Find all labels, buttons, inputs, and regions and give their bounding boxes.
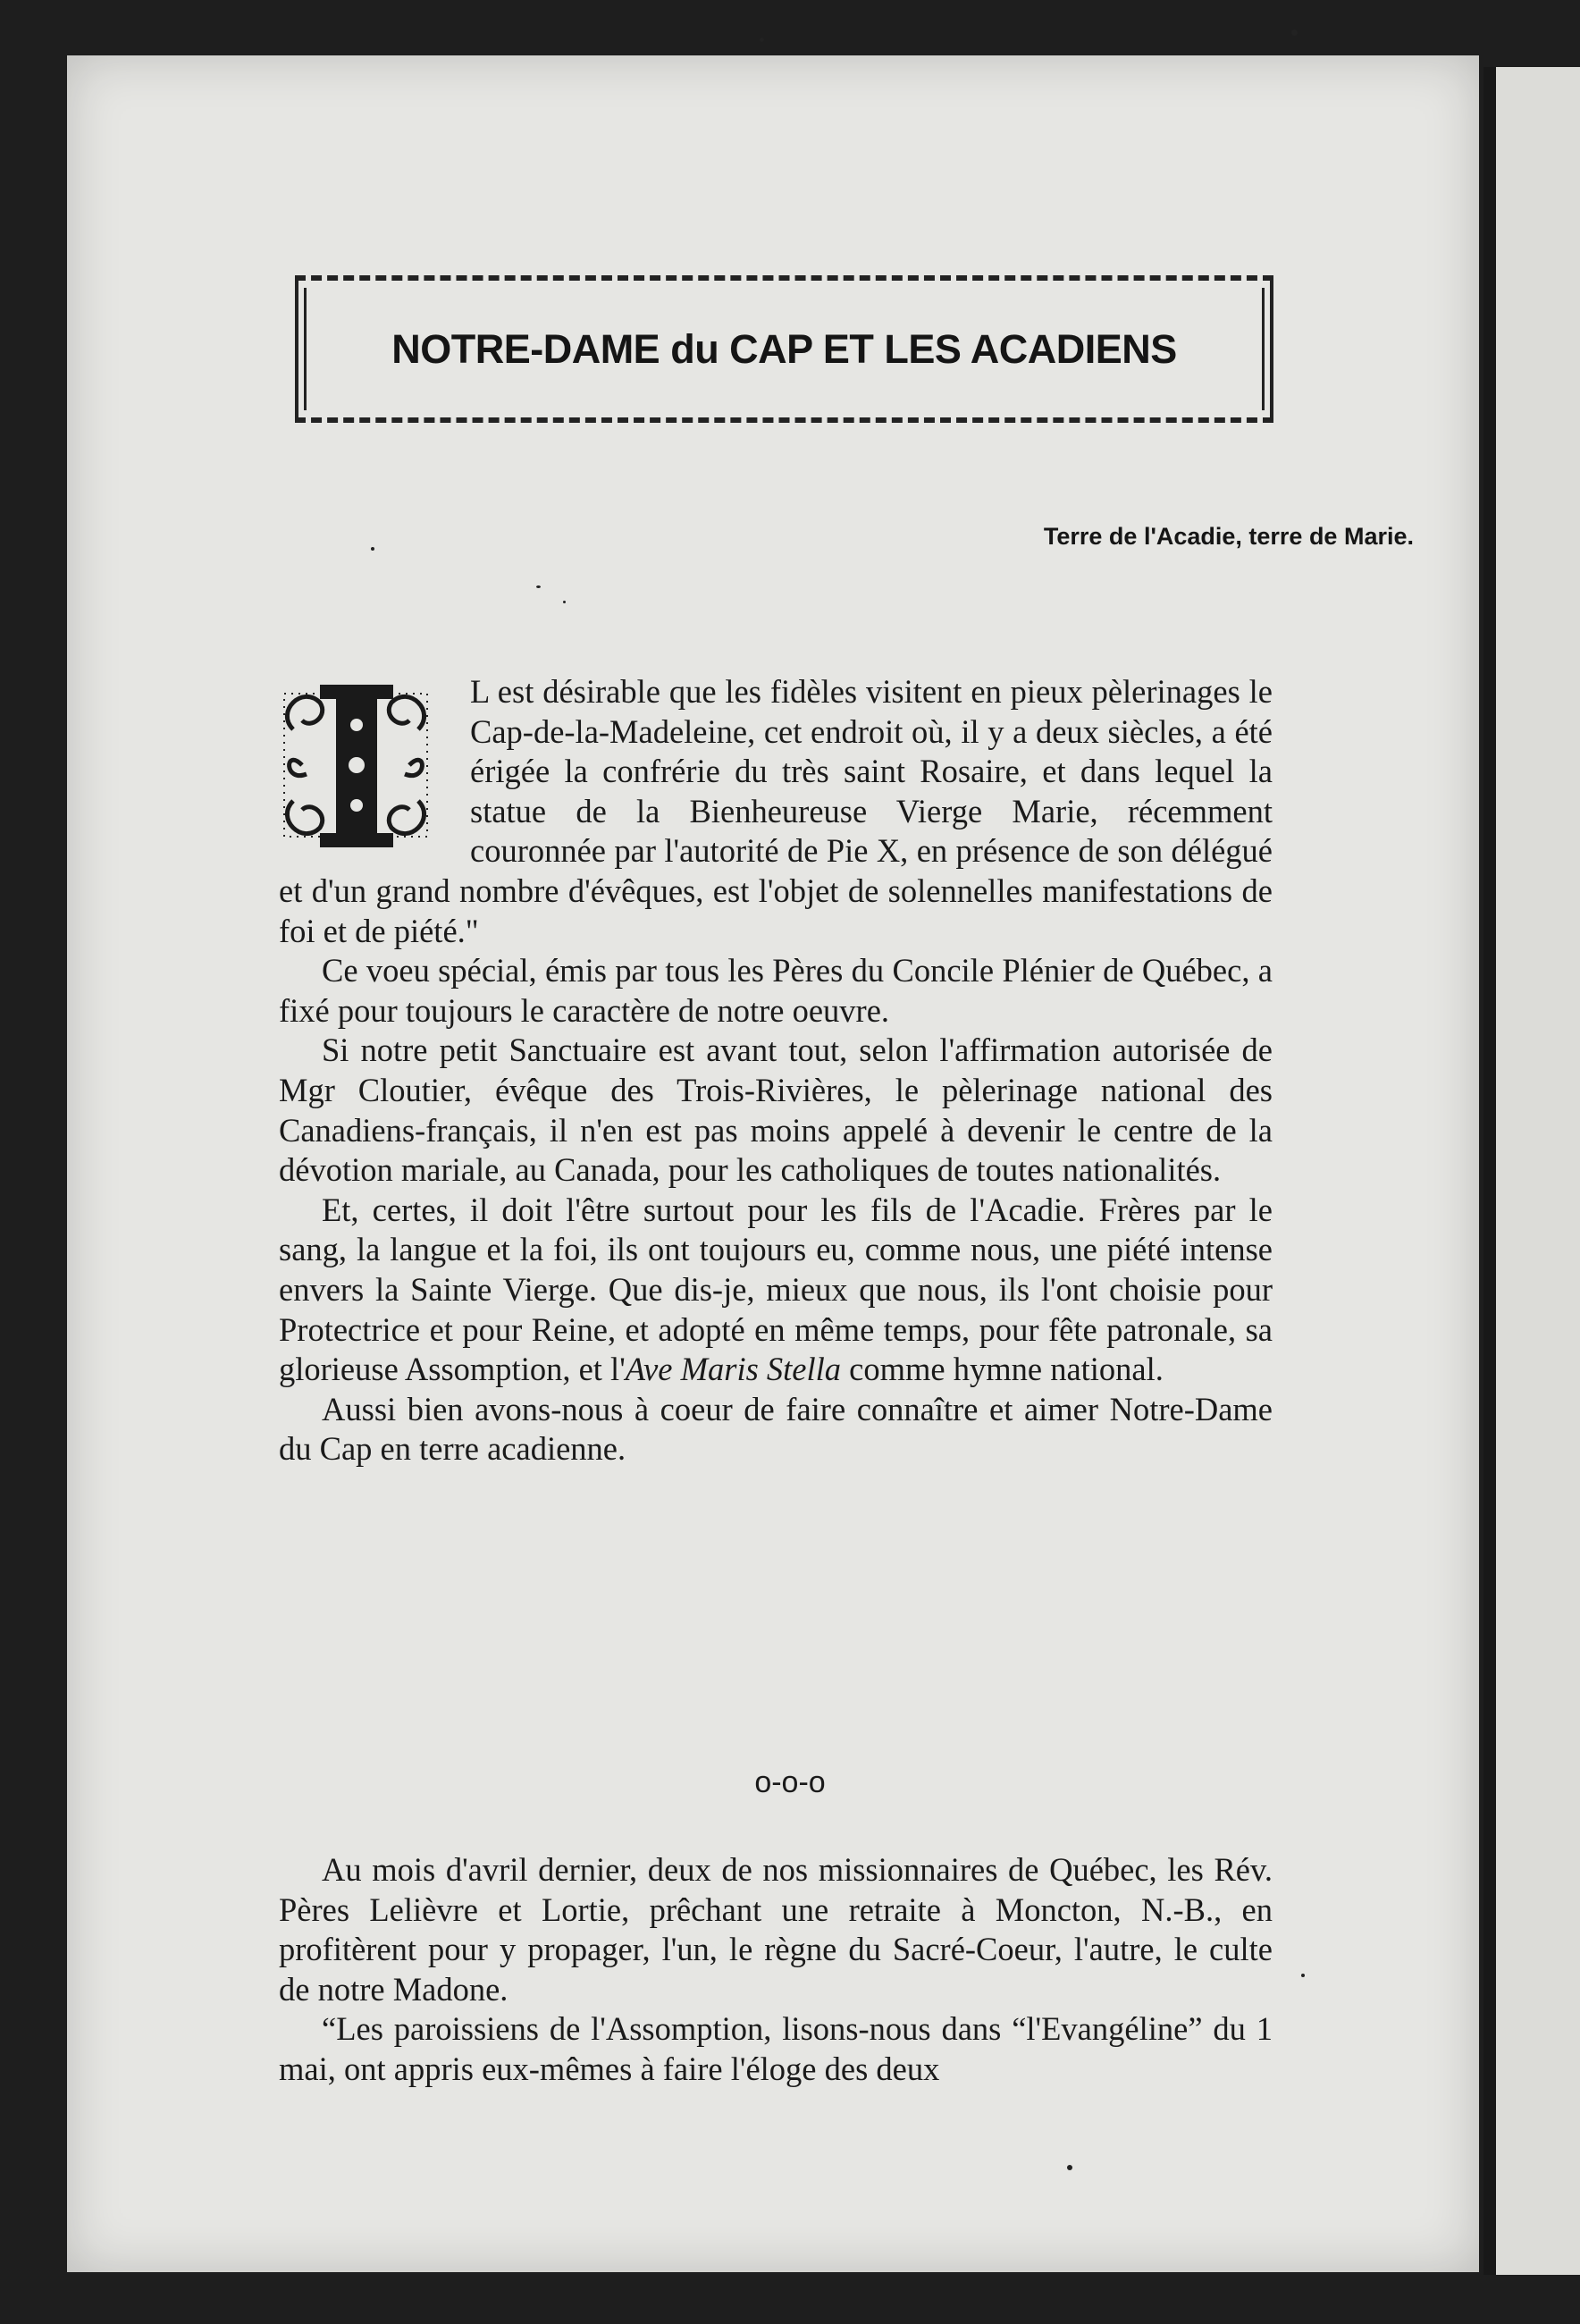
acadie-text-a: Et, certes, il doit l'être surtout pour les fils de l'Acadie. Frères par le sang, la langue et la foi, ils ont toujours eu, comme nous, une piété intense envers la Sainte Vierge. Que dis-je, mieux que nous, ils l'ont choisie pour Protectrice et pour Reine, et adopté en même temps, pour fête patronale, sa glorieuse Assomption, et l' (279, 1191, 1273, 1388)
scan-speck (1291, 29, 1298, 36)
scan-speck (1067, 2165, 1072, 2170)
epigraph: Terre de l'Acadie, terre de Marie. (1043, 523, 1414, 550)
paragraph-voeu: Ce voeu spécial, émis par tous les Pères du Concile Plénier de Québec, a fixé pour toujours le caractère de notre oeuvre. (279, 952, 1273, 1029)
article-title: NOTRE-DAME du CAP ET LES ACADIENS (391, 325, 1177, 372)
acadie-text-b: comme hymne national. (841, 1351, 1164, 1388)
paragraph-paroissiens: “Les paroissiens de l'Assomption, lisons-nous dans “l'Evangéline” du 1 mai, ont appris eux-mêmes à faire l'éloge des deux (279, 2010, 1273, 2087)
scan-speck (371, 547, 374, 551)
paragraph-acadie (279, 1191, 1273, 1390)
scan-speck (1301, 1974, 1305, 1977)
body-text-lower (279, 1850, 1273, 2090)
section-divider: o-o-o (754, 1765, 826, 1799)
ornamental-dropcap-icon (266, 676, 445, 855)
scan-speck (536, 585, 541, 588)
adjacent-page-edge (1483, 67, 1580, 2275)
paragraph-opening-text: L est désirable que les fidèles visitent en pieux pèlerinages le Cap-de-la-Madeleine, cet endroit où, il y a deux siècles, a été érigée la confrérie du très saint Rosaire, et dans lequel la statue de la Bienheureuse Vierge Marie, récemment couronnée par l'autorité de Pie X, en présence de son délégué et d'un grand nombre d'évêques, est l'objet de solennelles manifestations de foi et de piété." (279, 673, 1273, 949)
paragraph-opening (279, 672, 1273, 951)
paragraph-avril: Au mois d'avril dernier, deux de nos missionnaires de Québec, les Rév. Pères Lelièvre et Lortie, prêchant une retraite à Moncton, N.-B., en profitèrent pour y propager, l'un, le règne du Sacré-Coeur, l'autre, le culte de notre Madone. (279, 1851, 1273, 2008)
scan-speck (563, 601, 566, 603)
paragraph-sanctuaire: Si notre petit Sanctuaire est avant tout, selon l'affirmation autorisée de Mgr Cloutier, évêque des Trois-Rivières, le pèlerinage national des Canadiens-français, il n'en est pas moins appelé à devenir le centre de la dévotion mariale, au Canada, pour les catholiques de toutes nationalités. (279, 1031, 1273, 1189)
scan-speck (760, 38, 764, 42)
body-text-upper (279, 672, 1273, 1469)
paragraph-aussi: Aussi bien avons-nous à coeur de faire connaître et aimer Notre-Dame du Cap en terre acadienne. (279, 1390, 1273, 1468)
title-frame (295, 275, 1273, 423)
hymn-title: Ave Maris Stella (625, 1351, 842, 1388)
